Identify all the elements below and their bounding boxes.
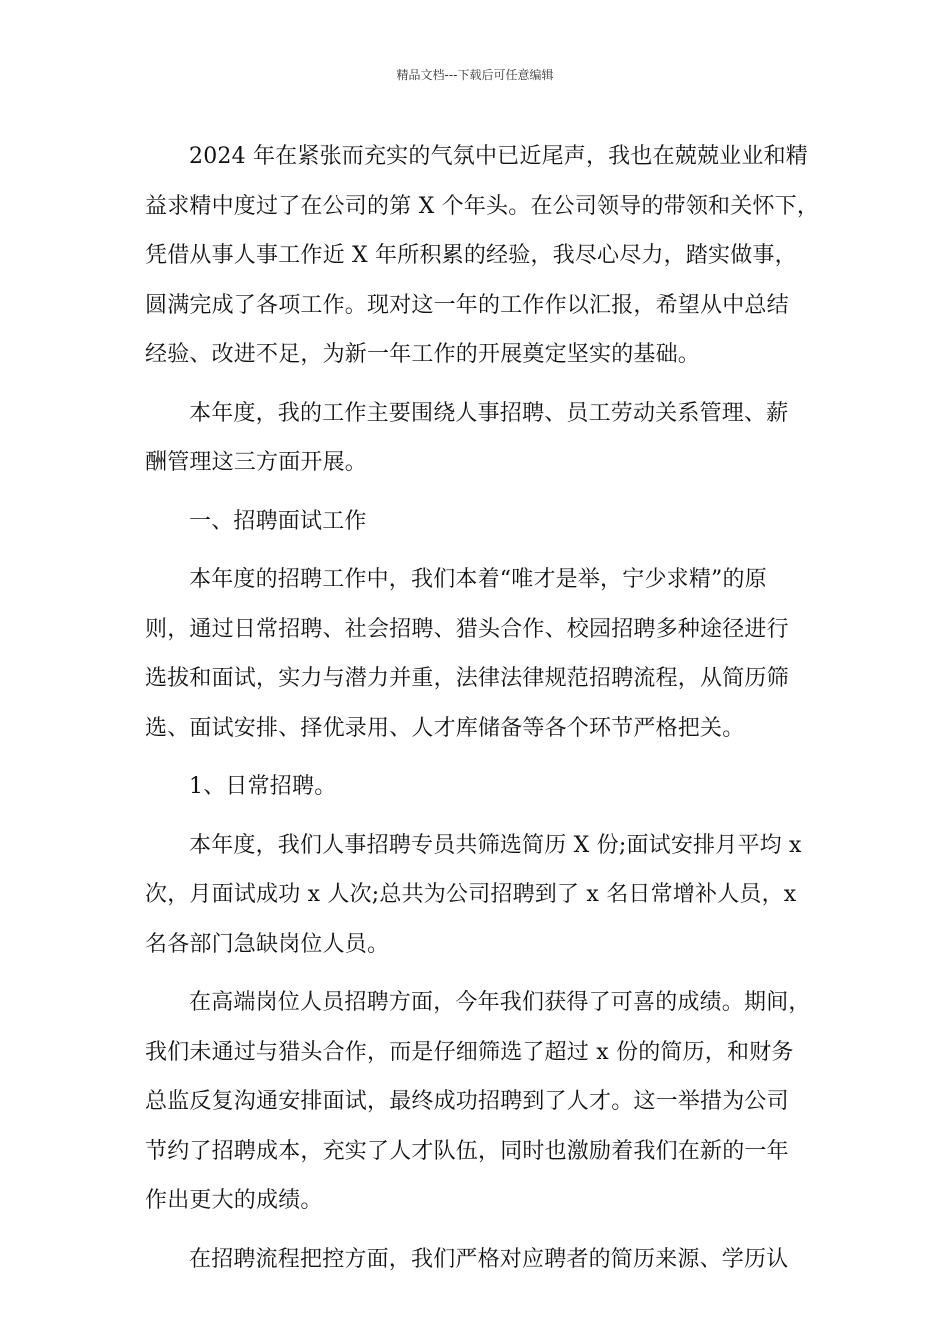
subheading-daily-recruitment — [145, 762, 810, 812]
text-line: 总监反复沟通安排面试，最终成功招聘到了人才。这一举措为公司 — [145, 1089, 789, 1114]
section-heading: 一、招聘面试工作 — [189, 508, 367, 534]
subsection-heading: 1、日常招聘。 — [189, 774, 337, 799]
paragraph-recruitment-principle — [145, 555, 810, 753]
paragraph-intro — [145, 132, 820, 380]
paragraph-senior-recruitment — [145, 978, 810, 1226]
text-line: 凭借从事人事工作近 X 年所积累的经验，我尽心尽力，踏实做事， — [145, 243, 797, 268]
paragraph-daily-stats — [145, 821, 810, 970]
text-line: 圆满完成了各项工作。现对这一年的工作作以汇报，希望从中总结 — [145, 292, 789, 318]
paragraph-scope — [145, 389, 810, 488]
document-body — [145, 132, 820, 1293]
text-line: 我们未通过与猎头合作，而是仔细筛选了超过 x 份的简历，和财务 — [145, 1039, 794, 1065]
text-line: 名各部门急缺岗位人员。 — [145, 931, 390, 957]
text-line: 本年度的招聘工作中，我们本着“唯才是举，宁少求精”的原 — [189, 567, 767, 592]
text-line: 在招聘流程把控方面，我们严格对应聘者的简历来源、学历认 — [189, 1246, 789, 1272]
text-line: 经验、改进不足，为新一年工作的开展奠定坚实的基础。 — [145, 342, 701, 367]
text-line: 在高端岗位人员招聘方面，今年我们获得了可喜的成绩。期间， — [189, 990, 811, 1015]
text-line: 次，月面试成功 x 人次;总共为公司招聘到了 x 名日常增补人员，x — [145, 882, 797, 907]
text-line: 本年度，我们人事招聘专员共筛选简历 X 份;面试安排月平均 x — [189, 832, 802, 858]
text-line: 选、面试安排、择优录用、人才库储备等各个环节严格把关。 — [145, 715, 745, 741]
paragraph-process-control — [145, 1235, 810, 1285]
text-line: 本年度，我的工作主要围绕人事招聘、员工劳动关系管理、薪 — [189, 400, 789, 426]
text-line: 作出更大的成绩。 — [145, 1188, 323, 1213]
text-line: 2024 年在紧张而充实的气氛中已近尾声，我也在兢兢业业和精 — [189, 144, 808, 169]
text-line: 酬管理这三方面开展。 — [145, 450, 368, 475]
text-line: 节约了招聘成本，充实了人才队伍，同时也激励着我们在新的一年 — [145, 1138, 789, 1164]
page-header: 精品文档---下载后可任意编辑 — [396, 68, 554, 82]
text-line: 选拔和面试，实力与潜力并重，法律法律规范招聘流程，从简历筛 — [145, 666, 789, 691]
text-line: 则，通过日常招聘、社会招聘、猎头合作、校园招聘多种途径进行 — [145, 616, 789, 642]
section-heading-recruitment — [145, 497, 810, 547]
text-line: 益求精中度过了在公司的第 X 个年头。在公司领导的带领和关怀下， — [145, 193, 820, 219]
